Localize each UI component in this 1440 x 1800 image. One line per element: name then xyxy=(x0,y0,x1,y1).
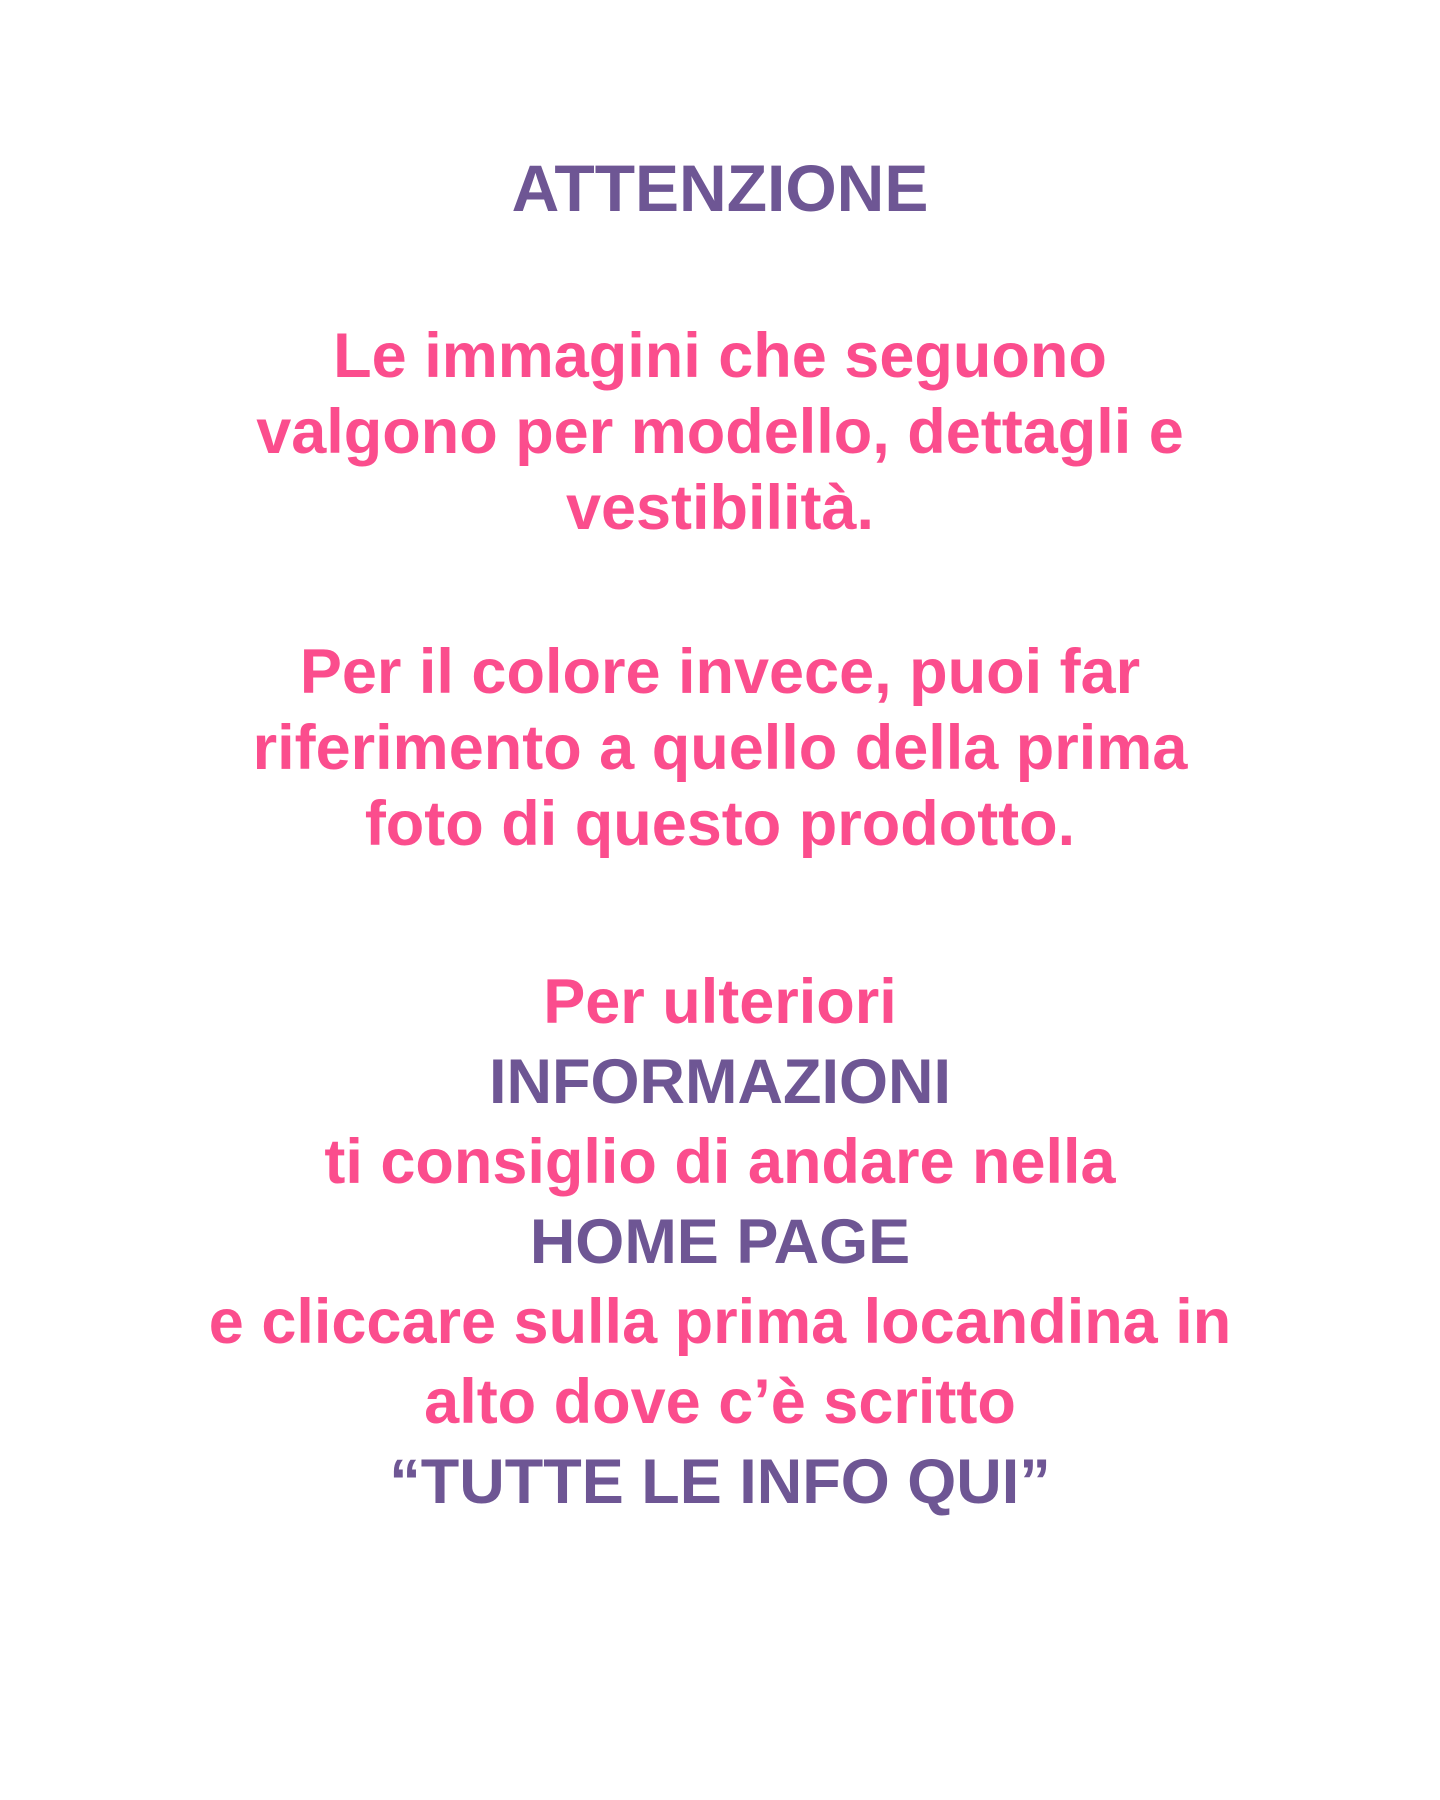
line-alto-dove: alto dove c’è scritto xyxy=(424,1367,1016,1437)
notice-paragraph-info xyxy=(0,962,1440,1522)
line-informazioni: INFORMAZIONI xyxy=(489,1047,951,1117)
notice-paragraph-color xyxy=(0,634,1440,862)
line-per-ulteriori: Per ulteriori xyxy=(543,967,897,1037)
line-ti-consiglio: ti consiglio di andare nella xyxy=(324,1127,1116,1197)
notice-line: riferimento a quello della prima xyxy=(252,713,1188,783)
line-e-cliccare: e cliccare sulla prima locandina in xyxy=(208,1287,1232,1357)
line-home-page: HOME PAGE xyxy=(529,1207,911,1277)
notice-line: valgono per modello, dettagli e xyxy=(256,397,1184,467)
notice-line: vestibilità. xyxy=(565,473,875,543)
notice-title: ATTENZIONE xyxy=(511,151,929,225)
notice-line: Le immagini che seguono xyxy=(333,321,1107,391)
notice-paragraph-images xyxy=(0,318,1440,546)
notice-line: Per il colore invece, puoi far xyxy=(299,637,1141,707)
notice-line: foto di questo prodotto. xyxy=(364,789,1076,859)
line-tutte-le-info-qui: “TUTTE LE INFO QUI” xyxy=(389,1447,1051,1517)
